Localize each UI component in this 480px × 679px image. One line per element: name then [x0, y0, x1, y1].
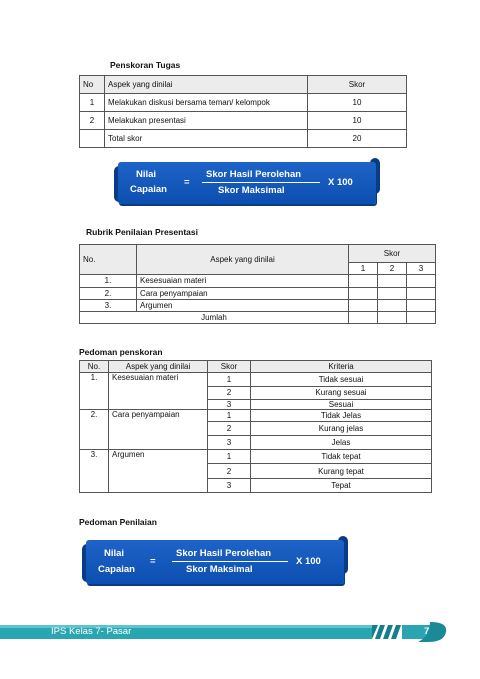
nilai-label: Nilai	[104, 548, 125, 559]
header-no: No.	[80, 361, 109, 373]
row-no: 2.	[80, 287, 137, 299]
table-row	[80, 373, 432, 387]
table-row	[80, 112, 407, 130]
header-kriteria: Kriteria	[251, 361, 432, 373]
table-row	[80, 275, 436, 287]
row-aspek: Cara penyampaian	[137, 287, 349, 299]
row-aspek: Kesesuaian materi	[137, 275, 349, 287]
penskoran-tugas-table	[79, 75, 407, 148]
formula-banner	[118, 162, 376, 204]
item-kriteria: Kurang jelas	[251, 421, 432, 435]
item-skor: 3	[208, 436, 251, 450]
capaian-label: Capaian	[98, 564, 135, 575]
row-no: 2	[80, 112, 105, 130]
score-cell	[349, 311, 378, 323]
item-skor: 2	[208, 464, 251, 478]
table-row	[80, 299, 436, 311]
row-aspek: Melakukan presentasi	[105, 112, 308, 130]
section-title-rubrik: Rubrik Penilaian Presentasi	[86, 227, 198, 237]
header-no: No	[80, 76, 105, 94]
header-skor: Skor	[349, 245, 436, 263]
item-skor: 2	[208, 387, 251, 399]
pedoman-penskoran-table	[79, 360, 432, 493]
row-aspek: Melakukan diskusi bersama teman/ kelompok	[105, 94, 308, 112]
total-row	[80, 311, 436, 323]
item-kriteria: Kurang sesuai	[251, 387, 432, 399]
row-skor: 10	[308, 112, 407, 130]
item-kriteria: Tidak tepat	[251, 450, 432, 464]
item-skor: 1	[208, 409, 251, 421]
rubrik-table	[79, 244, 436, 324]
score-cell	[349, 275, 378, 287]
row-aspek: Argumen	[137, 299, 349, 311]
section-title-pedoman-penskoran: Pedoman penskoran	[79, 347, 163, 357]
equals-sign: =	[150, 556, 156, 567]
capaian-label: Capaian	[130, 184, 167, 195]
group-aspek: Argumen	[109, 450, 208, 493]
score-cell	[407, 311, 436, 323]
numerator-label: Skor Hasil Perolehan	[176, 548, 272, 559]
item-skor: 3	[208, 399, 251, 409]
item-kriteria: Kurang tepat	[251, 464, 432, 478]
group-no: 1.	[80, 373, 109, 410]
score-cell	[378, 311, 407, 323]
header-skor: Skor	[308, 76, 407, 94]
multiplier-label: X 100	[328, 177, 353, 188]
denominator-label: Skor Maksimal	[186, 564, 253, 575]
header-skor-3: 3	[407, 263, 436, 275]
item-kriteria: Tidak Jelas	[251, 409, 432, 421]
item-skor: 1	[208, 373, 251, 387]
group-no: 2.	[80, 409, 109, 450]
equals-sign: =	[184, 177, 190, 188]
table-row	[80, 409, 432, 421]
score-cell	[407, 287, 436, 299]
item-kriteria: Tidak sesuai	[251, 373, 432, 387]
denominator-label: Skor Maksimal	[218, 185, 285, 196]
header-skor-1: 1	[349, 263, 378, 275]
score-cell	[378, 287, 407, 299]
total-value: 20	[308, 130, 407, 148]
total-label: Jumlah	[80, 311, 349, 323]
group-no: 3.	[80, 450, 109, 493]
score-cell	[349, 299, 378, 311]
fraction-line	[172, 561, 288, 562]
header-skor: Skor	[208, 361, 251, 373]
header-aspek: Aspek yang dinilai	[109, 361, 208, 373]
header-aspek: Aspek yang dinilai	[105, 76, 308, 94]
total-label: Total skor	[105, 130, 308, 148]
row-no: 1	[80, 94, 105, 112]
formula-banner	[86, 540, 344, 584]
item-kriteria: Sesuai	[251, 399, 432, 409]
row-skor: 10	[308, 94, 407, 112]
score-cell	[407, 275, 436, 287]
footer-text: IPS Kelas 7- Pasar	[51, 626, 132, 637]
table-row	[80, 94, 407, 112]
group-aspek: Kesesuaian materi	[109, 373, 208, 410]
table-row	[80, 287, 436, 299]
total-row	[80, 130, 407, 148]
section-title-pedoman-penilaian: Pedoman Penilaian	[79, 517, 157, 527]
row-no: 1.	[80, 275, 137, 287]
score-cell	[378, 275, 407, 287]
row-no: 3.	[80, 299, 137, 311]
header-skor-2: 2	[378, 263, 407, 275]
score-cell	[378, 299, 407, 311]
empty-cell	[80, 130, 105, 148]
table-row	[80, 450, 432, 464]
group-aspek: Cara penyampaian	[109, 409, 208, 450]
multiplier-label: X 100	[296, 556, 321, 567]
item-skor: 3	[208, 478, 251, 492]
footer-band	[0, 622, 480, 642]
item-kriteria: Tepat	[251, 478, 432, 492]
item-skor: 2	[208, 421, 251, 435]
fraction-line	[202, 182, 320, 183]
page-number: 7	[424, 626, 430, 637]
header-no: No.	[80, 245, 137, 275]
item-kriteria: Jelas	[251, 436, 432, 450]
numerator-label: Skor Hasil Perolehan	[206, 169, 302, 180]
score-cell	[407, 299, 436, 311]
score-cell	[349, 287, 378, 299]
nilai-label: Nilai	[136, 169, 157, 180]
item-skor: 1	[208, 450, 251, 464]
section-title-penskoran-tugas: Penskoran Tugas	[110, 60, 181, 70]
header-aspek: Aspek yang dinilai	[137, 245, 349, 275]
